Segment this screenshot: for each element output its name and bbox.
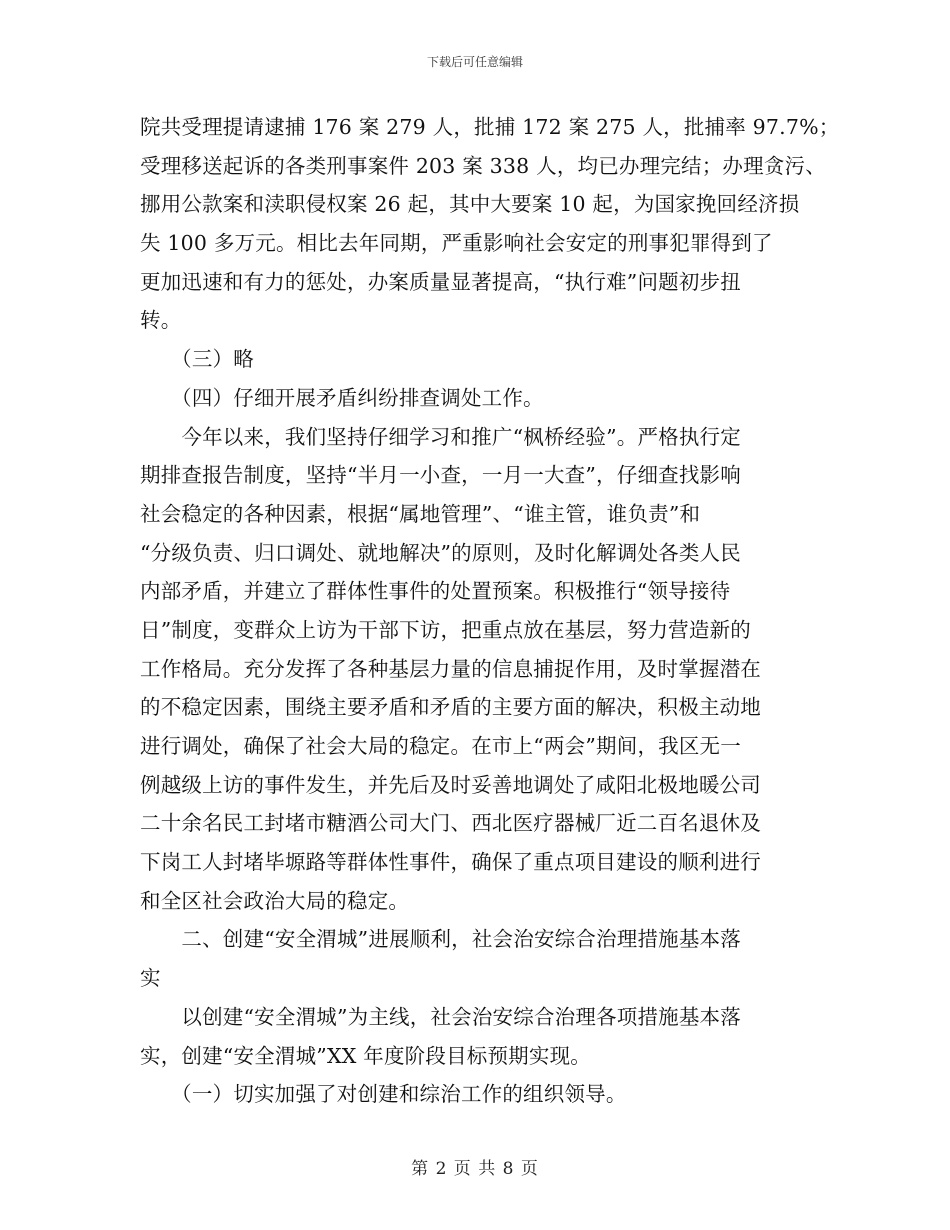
section-heading: （一）切实加强了对创建和综治工作的组织领导。 (140, 1082, 627, 1107)
section-heading: （四）仔细开展矛盾纠纷排查调处工作。 (140, 385, 544, 410)
body-line: 日”制度，变群众上访为干部下访，把重点放在基层，努力营造新的 (140, 617, 751, 642)
body-line: 下岗工人封堵毕塬路等群体性事件，确保了重点项目建设的顺利进行 (140, 850, 761, 875)
body-line: 二十余名民工封堵市糖酒公司大门、西北医疗器械厂近二百名退休及 (140, 811, 761, 836)
body-line: 例越级上访的事件发生，并先后及时妥善地调处了咸阳北极地暖公司 (140, 772, 761, 797)
section-heading: 实 (140, 966, 161, 991)
section-heading: （三）略 (140, 347, 254, 372)
body-line: 失 100 多万元。相比去年同期，严重影响社会安定的刑事犯罪得到了 (140, 231, 773, 256)
document-body (140, 108, 840, 1114)
body-line: 和全区社会政治大局的稳定。 (140, 888, 410, 913)
body-line: 社会稳定的各种因素，根据“属地管理”、“谁主管，谁负责”和 (140, 501, 701, 526)
body-line: 实，创建“安全渭城”XX 年度阶段目标预期实现。 (140, 1043, 591, 1068)
body-line: 进行调处，确保了社会大局的稳定。在市上“两会”期间，我区无一 (140, 734, 741, 758)
body-line: 今年以来，我们坚持仔细学习和推广“枫桥经验”。严格执行定 (140, 424, 741, 449)
body-line: 受理移送起诉的各类刑事案件 203 案 338 人，均已办理完结；办理贪污、 (140, 153, 826, 178)
body-line: 更加迅速和有力的惩处，办案质量显著提高，“执行难”问题初步扭 (140, 269, 741, 294)
body-line: 的不稳定因素，围绕主要矛盾和矛盾的主要方面的解决，积极主动地 (140, 695, 761, 720)
body-line: “分级负责、归口调处、就地解决”的原则，及时化解调处各类人民 (140, 540, 741, 565)
body-line: 工作格局。充分发挥了各种基层力量的信息捕捉作用，及时掌握潜在 (140, 656, 761, 681)
section-heading: 二、创建“安全渭城”进展顺利，社会治安综合治理措施基本落 (140, 927, 741, 952)
body-line: 内部矛盾，并建立了群体性事件的处置预案。积极推行“领导接待 (140, 579, 731, 604)
body-line: 以创建“安全渭城”为主线，社会治安综合治理各项措施基本落 (140, 1004, 741, 1029)
page-header-note: 下载后可任意编辑 (426, 55, 523, 69)
page-number-footer: 第 2 页 共 8 页 (411, 1159, 539, 1179)
body-line: 转。 (140, 308, 182, 333)
body-line: 院共受理提请逮捕 176 案 279 人，批捕 172 案 275 人，批捕率 97.7%； (140, 115, 840, 139)
body-line: 挪用公款案和渎职侵权案 26 起，其中大要案 10 起，为国家挽回经济损 (140, 192, 800, 217)
body-line: 期排查报告制度，坚持“半月一小查，一月一大查”，仔细查找影响 (140, 463, 741, 488)
